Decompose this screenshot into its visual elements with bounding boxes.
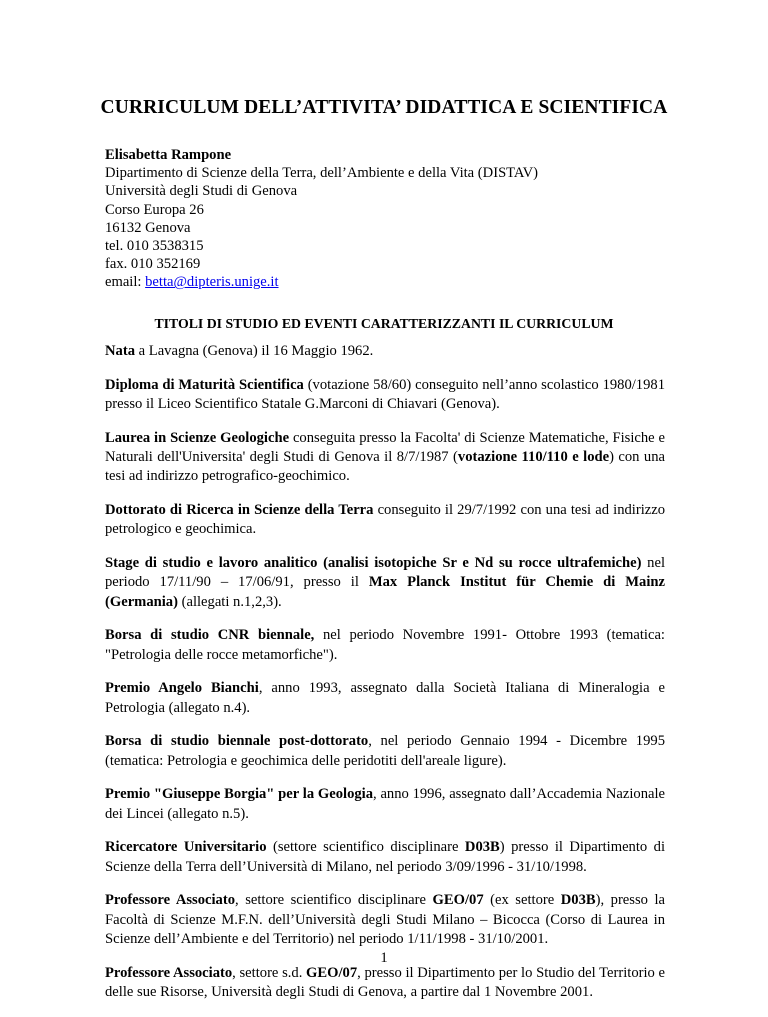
- entry-text: , settore scientifico disciplinare: [235, 892, 433, 909]
- entry-bold-text: Nata: [105, 343, 135, 359]
- entry-bold-text: Borsa di studio CNR biennale,: [105, 627, 315, 644]
- entry-bold-text: Professore Associato: [105, 892, 236, 909]
- entry-text: ), presso la Facoltà di Scienze M.F.N. dell’Università degli Studi Milano – Bicocca (Corso di Laurea in Scienze dell’Ambiente e del Territorio) nel periodo 1/11/1998 - 31/10/2001.: [105, 892, 665, 948]
- entry-text: , anno 1996, assegnato dall’Accademia Nazionale dei Lincei (allegato n.5).: [105, 786, 665, 822]
- entry-text: conseguita presso la Facolta' di Scienze Matematiche, Fisiche e Naturali dell'Universita' degli Studi di Genova il 8/7/1987 (: [105, 429, 665, 465]
- entry-bold-text: D03B: [560, 892, 596, 909]
- entry-bold-text: Premio "Giuseppe Borgia" per la Geologia: [105, 786, 374, 803]
- entry-bold-text: Ricercatore Universitario: [105, 839, 267, 856]
- entry-text: , anno 1993, assegnato dalla Società Italiana di Mineralogia e Petrologia (allegato n.4).: [105, 680, 665, 716]
- entry-text: , nel periodo Gennaio 1994 - Dicembre 1995 (tematica: Petrologia e geochimica delle peridotiti dell'areale ligure).: [105, 733, 665, 769]
- entry-bold-text: Premio Angelo Bianchi: [105, 680, 259, 697]
- email-line: [105, 273, 538, 291]
- entry-text: (settore scientifico disciplinare: [266, 839, 465, 856]
- entry-text: (ex settore: [483, 892, 561, 909]
- fax: fax. 010 352169: [105, 256, 201, 273]
- entry-text: (allegati n.1,2,3).: [177, 593, 282, 610]
- curriculum-entry: [105, 626, 665, 665]
- entry-text: nel periodo 17/11/90 – 17/06/91, presso il: [105, 555, 665, 591]
- curriculum-entry: [105, 732, 665, 771]
- entry-bold-text: D03B: [464, 839, 500, 856]
- entry-bold-text: Stage di studio e lavoro analitico (analisi isotopiche Sr e Nd su rocce ultrafemiche): [105, 555, 642, 571]
- entry-bold-text: Max Planck Institut für Chemie di Mainz (Germania): [105, 574, 665, 610]
- curriculum-entry: [105, 501, 665, 540]
- curriculum-entry: [105, 838, 665, 877]
- entry-bold-text: Professore Associato: [105, 964, 233, 981]
- entry-bold-text: Laurea in Scienze Geologiche: [105, 429, 290, 446]
- curriculum-entry: [105, 964, 665, 1003]
- author-name: Elisabetta Rampone: [105, 147, 232, 163]
- entry-text: a Lavagna (Genova) il 16 Maggio 1962.: [135, 343, 374, 359]
- entry-text: ) presso il Dipartimento di Scienze della Terra dell’Università di Milano, nel periodo 3/09/1996 - 31/10/1998.: [105, 839, 665, 875]
- entry-bold-text: Dottorato di Ricerca in Scienze della Terra: [105, 502, 374, 518]
- entry-bold-text: Borsa di studio biennale post-dottorato: [105, 733, 369, 750]
- contact-block: [105, 146, 538, 292]
- university: Università degli Studi di Genova: [105, 183, 298, 200]
- entry-text: conseguito il 29/7/1992 con una tesi ad indirizzo petrologico e geochimica.: [105, 502, 666, 538]
- entry-text: nel periodo Novembre 1991- Ottobre 1993 (tematica: "Petrologia delle rocce metamorfiche").: [105, 627, 665, 663]
- entry-text: (votazione 58/60) conseguito nell’anno scolastico 1980/1981 presso il Liceo Scientifico Statale G.Marconi di Chiavari (Genova).: [105, 376, 665, 412]
- entry-bold-text: Diploma di Maturità Scientifica: [105, 376, 304, 393]
- department: Dipartimento di Scienze della Terra, dell’Ambiente e della Vita (DISTAV): [105, 165, 538, 182]
- entry-text: , presso il Dipartimento per lo Studio del Territorio e delle sue Risorse, Università degli Studi di Genova, a partire dal 1 Novembre 2001.: [105, 964, 665, 1001]
- curriculum-entry: [105, 342, 665, 361]
- telephone: tel. 010 3538315: [105, 238, 204, 255]
- entry-bold-text: votazione 110/110 e lode: [457, 449, 610, 465]
- entries-list: [105, 342, 665, 1017]
- curriculum-entry: [105, 554, 665, 612]
- email-label: email:: [105, 274, 146, 291]
- entry-bold-text: GEO/07: [306, 964, 358, 981]
- entry-text: ) con una tesi ad indirizzo petrografico-geochimico.: [105, 449, 665, 485]
- curriculum-entry: [105, 785, 665, 824]
- section-title: TITOLI DI STUDIO ED EVENTI CARATTERIZZANTI IL CURRICULUM: [154, 316, 614, 331]
- curriculum-entry: [105, 376, 665, 415]
- page-number: 1: [380, 950, 388, 966]
- city-address: 16132 Genova: [105, 219, 191, 236]
- street-address: Corso Europa 26: [105, 201, 204, 218]
- document-title: CURRICULUM DELL’ATTIVITA’ DIDATTICA E SCIENTIFICA: [100, 97, 668, 118]
- email-link[interactable]: betta@dipteris.unige.it: [145, 274, 279, 291]
- curriculum-entry: [105, 429, 665, 487]
- entry-text: , settore s.d.: [232, 964, 307, 981]
- curriculum-entry: [105, 891, 665, 949]
- entry-bold-text: GEO/07: [432, 892, 484, 909]
- curriculum-entry: [105, 679, 665, 718]
